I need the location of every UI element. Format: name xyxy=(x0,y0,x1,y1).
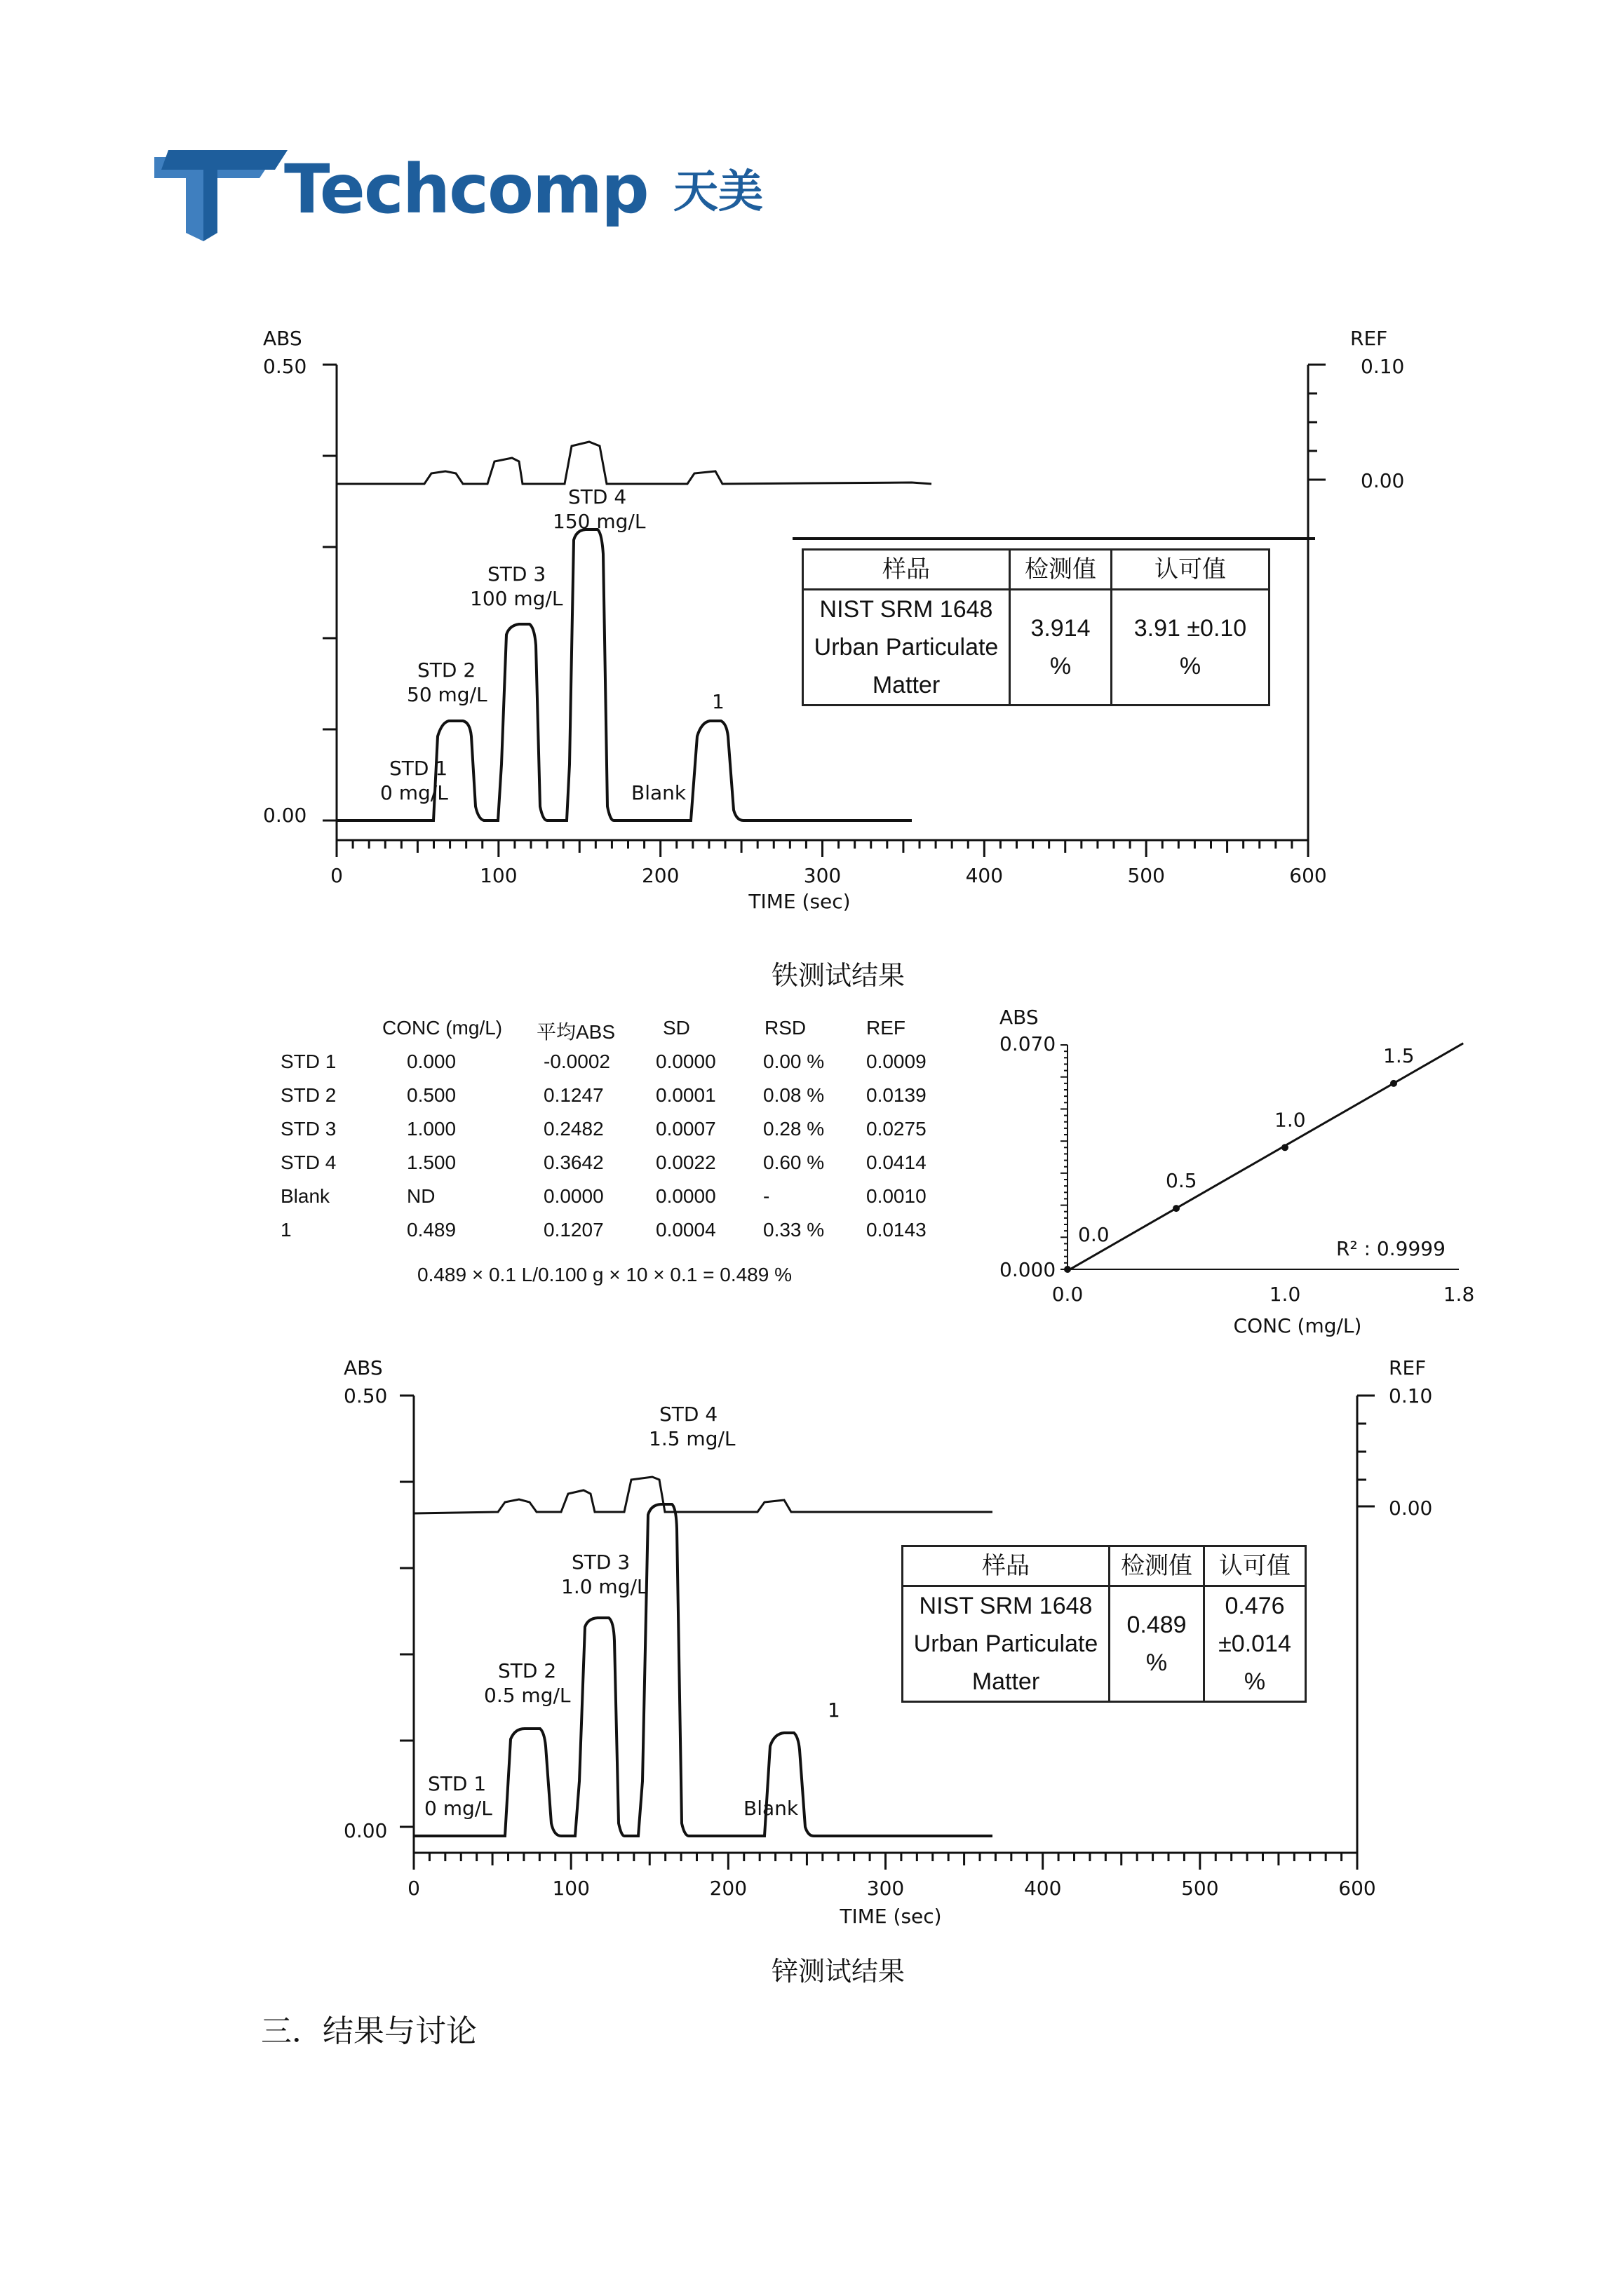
stats-cell-ref: 0.0139 xyxy=(866,1084,927,1106)
fe-table-header-measured: 检测值 xyxy=(1010,550,1112,590)
techcomp-logo xyxy=(154,147,786,245)
fe-table-header-sample: 样品 xyxy=(803,550,1010,590)
zn-sample-line-3: Matter xyxy=(971,1668,1040,1695)
stats-cell-name: Blank xyxy=(281,1185,330,1207)
stats-cell-sd: 0.0001 xyxy=(656,1084,716,1106)
calib-x-tick-label: 1.0 xyxy=(1269,1283,1301,1306)
fe-y-left-title: ABS xyxy=(263,327,302,350)
calibration-curve xyxy=(996,1003,1487,1346)
calibration-stats-table xyxy=(281,1017,954,1311)
calib-x-title: CONC (mg/L) xyxy=(1233,1314,1362,1337)
fe-std4-label-b: 150 mg/L xyxy=(553,510,646,533)
calib-point xyxy=(1173,1205,1180,1212)
stats-cell-name: 1 xyxy=(281,1219,292,1241)
zn-x-tick-label: 600 xyxy=(1338,1877,1376,1900)
stats-header-abs: 平均ABS xyxy=(537,1021,616,1043)
stats-cell-ref: 0.0275 xyxy=(866,1118,927,1140)
stats-header-ref: REF xyxy=(866,1017,905,1039)
fe-measured-unit: % xyxy=(1049,653,1072,680)
zn-certified-value-1: 0.476 xyxy=(1225,1593,1285,1619)
zn-table-certified-cell xyxy=(1204,1586,1306,1702)
zn-std2-label-b: 0.5 mg/L xyxy=(484,1684,571,1707)
zn-std4-label-a: STD 4 xyxy=(659,1403,718,1426)
calib-y-top-label: 0.070 xyxy=(999,1032,1056,1055)
zn-table-measured-cell xyxy=(1110,1586,1204,1702)
stats-cell-rsd: 0.60 % xyxy=(763,1152,825,1173)
calib-point xyxy=(1064,1266,1071,1273)
zn-y-left-title: ABS xyxy=(344,1356,383,1379)
logo-brand-text: Techcomp xyxy=(284,150,648,229)
zn-x-tick-label: 200 xyxy=(709,1877,748,1900)
zn-sample-line-1: NIST SRM 1648 xyxy=(919,1593,1093,1619)
fe-table-sample-cell xyxy=(803,590,1010,705)
stats-cell-conc: 0.500 xyxy=(407,1084,457,1106)
zn-sample-line-2: Urban Particulate xyxy=(913,1630,1098,1657)
fe-x-tick-label: 200 xyxy=(641,864,680,887)
zn-x-title: TIME (sec) xyxy=(840,1905,942,1928)
stats-cell-sd: 0.0007 xyxy=(656,1118,716,1140)
stats-cell-abs: 0.0000 xyxy=(544,1185,604,1207)
stats-cell-name: STD 2 xyxy=(281,1084,337,1106)
stats-cell-conc: ND xyxy=(407,1185,436,1207)
fe-std2-label-b: 50 mg/L xyxy=(407,683,487,706)
stats-cell-name: STD 1 xyxy=(281,1051,337,1072)
calib-x-tick-label: 1.8 xyxy=(1443,1283,1475,1306)
stats-cell-sd: 0.0000 xyxy=(656,1051,716,1072)
calib-point-label: 0.5 xyxy=(1166,1169,1197,1193)
fe-blank-label: Blank xyxy=(631,781,687,804)
stats-cell-conc: 0.489 xyxy=(407,1219,457,1241)
calib-point-label: 1.0 xyxy=(1274,1108,1306,1132)
stats-cell-rsd: 0.08 % xyxy=(763,1084,825,1106)
stats-cell-rsd: 0.00 % xyxy=(763,1051,825,1072)
zn-x-tick-label: 300 xyxy=(866,1877,905,1900)
calib-y-bottom-label: 0.000 xyxy=(999,1258,1056,1281)
fe-x-tick-label: 0 xyxy=(330,864,343,887)
calib-point-label: 1.5 xyxy=(1383,1044,1415,1067)
calib-x-tick-label: 0.0 xyxy=(1051,1283,1084,1306)
stats-cell-rsd: 0.28 % xyxy=(763,1118,825,1140)
fe-result-table xyxy=(802,548,1270,706)
zn-result-table xyxy=(901,1545,1307,1703)
logo-brand-cn-text: 天美 xyxy=(673,166,763,218)
zn-std3-label-a: STD 3 xyxy=(572,1551,631,1574)
stats-cell-ref: 0.0143 xyxy=(866,1219,927,1241)
fe-std4-label-a: STD 4 xyxy=(568,485,627,508)
zn-blank-label: Blank xyxy=(743,1797,799,1820)
zn-std2-label-a: STD 2 xyxy=(498,1659,557,1682)
fe-sample-line-1: NIST SRM 1648 xyxy=(819,596,993,623)
fe-std1-label-b: 0 mg/L xyxy=(380,781,448,804)
stats-cell-abs: -0.0002 xyxy=(544,1051,610,1072)
stats-cell-abs: 0.3642 xyxy=(544,1152,604,1173)
fe-x-tick-label: 400 xyxy=(965,864,1004,887)
fe-ref-trace xyxy=(337,442,931,484)
zn-sample-label: 1 xyxy=(828,1699,840,1722)
zn-x-tick-label: 500 xyxy=(1181,1877,1219,1900)
stats-cell-abs: 0.1207 xyxy=(544,1219,604,1241)
stats-cell-abs: 0.1247 xyxy=(544,1084,604,1106)
fe-caption: 铁测试结果 xyxy=(772,960,905,991)
zn-y-left-bottom-label: 0.00 xyxy=(344,1819,388,1842)
fe-table-header-certified: 认可值 xyxy=(1112,550,1270,590)
stats-header-rsd: RSD xyxy=(765,1017,807,1039)
stats-cell-sd: 0.0022 xyxy=(656,1152,716,1173)
zn-table-sample-cell xyxy=(903,1586,1110,1702)
calib-r2: R² : 0.9999 xyxy=(1336,1237,1446,1260)
zn-std3-label-b: 1.0 mg/L xyxy=(561,1575,648,1598)
zn-table-header-sample: 样品 xyxy=(903,1546,1110,1586)
zn-certified-unit: % xyxy=(1244,1668,1266,1695)
zn-y-right-title: REF xyxy=(1389,1356,1427,1379)
calib-y-title: ABS xyxy=(999,1006,1039,1029)
stats-cell-conc: 0.000 xyxy=(407,1051,457,1072)
zn-std1-label-b: 0 mg/L xyxy=(424,1797,492,1820)
stats-cell-sd: 0.0000 xyxy=(656,1185,716,1207)
fe-x-tick-label: 300 xyxy=(803,864,842,887)
techcomp-logo-mark-icon xyxy=(154,150,288,241)
fe-y-right-zero-label: 0.00 xyxy=(1361,469,1405,492)
calib-point xyxy=(1281,1144,1288,1151)
zn-std4-label-b: 1.5 mg/L xyxy=(649,1427,736,1450)
fe-std3-label-a: STD 3 xyxy=(487,562,546,586)
zn-measured-unit: % xyxy=(1145,1649,1168,1676)
fe-certified-unit: % xyxy=(1179,653,1201,680)
stats-cell-name: STD 4 xyxy=(281,1152,337,1173)
stats-cell-name: STD 3 xyxy=(281,1118,337,1140)
stats-cell-rsd: - xyxy=(763,1185,770,1207)
stats-cell-conc: 1.000 xyxy=(407,1118,457,1140)
fe-y-left-top-label: 0.50 xyxy=(263,355,307,378)
zn-y-left-top-label: 0.50 xyxy=(344,1384,388,1407)
stats-header-sd: SD xyxy=(663,1017,690,1039)
stats-cell-abs: 0.2482 xyxy=(544,1118,604,1140)
zn-table-header-certified: 认可值 xyxy=(1204,1546,1306,1586)
zn-x-tick-label: 400 xyxy=(1023,1877,1062,1900)
fe-x-tick-label: 500 xyxy=(1127,864,1165,887)
fe-std2-label-a: STD 2 xyxy=(417,659,476,682)
calib-point-label: 0.0 xyxy=(1078,1223,1110,1246)
stats-cell-conc: 1.500 xyxy=(407,1152,457,1173)
fe-table-certified-cell xyxy=(1112,590,1270,705)
fe-x-title: TIME (sec) xyxy=(748,890,851,913)
stats-cell-rsd: 0.33 % xyxy=(763,1219,825,1241)
zn-measured-value: 0.489 xyxy=(1126,1612,1187,1638)
zn-x-tick-label: 0 xyxy=(408,1877,420,1900)
stats-cell-ref: 0.0009 xyxy=(866,1051,927,1072)
stats-cell-sd: 0.0004 xyxy=(656,1219,716,1241)
fe-sample-label: 1 xyxy=(712,690,725,713)
fe-sample-line-2: Urban Particulate xyxy=(814,634,999,661)
fe-y-right-top-label: 0.10 xyxy=(1361,355,1405,378)
zn-std1-label-a: STD 1 xyxy=(428,1772,487,1795)
zn-caption: 锌测试结果 xyxy=(772,1956,905,1987)
stats-cell-ref: 0.0010 xyxy=(866,1185,927,1207)
zn-y-right-top-label: 0.10 xyxy=(1389,1384,1433,1407)
fe-table-measured-cell xyxy=(1010,590,1112,705)
fe-std3-label-b: 100 mg/L xyxy=(470,587,563,610)
stats-header-conc: CONC (mg/L) xyxy=(382,1017,503,1039)
section-heading: 三．结果与讨论 xyxy=(261,2013,477,2049)
fe-measured-value: 3.914 xyxy=(1030,615,1091,642)
calib-point xyxy=(1390,1080,1397,1087)
zn-y-right-zero-label: 0.00 xyxy=(1389,1497,1433,1520)
zn-x-tick-label: 100 xyxy=(552,1877,590,1900)
fe-y-left-bottom-label: 0.00 xyxy=(263,804,307,827)
stats-cell-ref: 0.0414 xyxy=(866,1152,927,1173)
fe-x-tick-label: 600 xyxy=(1289,864,1327,887)
zn-table-header-measured: 检测值 xyxy=(1110,1546,1204,1586)
stats-formula: 0.489 × 0.1 L/0.100 g × 10 × 0.1 = 0.489 % xyxy=(417,1264,792,1285)
fe-std1-label-a: STD 1 xyxy=(389,757,448,780)
fe-x-tick-label: 100 xyxy=(480,864,518,887)
fe-sample-line-3: Matter xyxy=(872,672,941,698)
fe-certified-value: 3.91 ±0.10 xyxy=(1133,615,1247,642)
fe-y-right-title: REF xyxy=(1350,327,1388,350)
zn-ref-trace xyxy=(414,1477,992,1513)
zn-certified-value-2: ±0.014 xyxy=(1218,1630,1291,1657)
